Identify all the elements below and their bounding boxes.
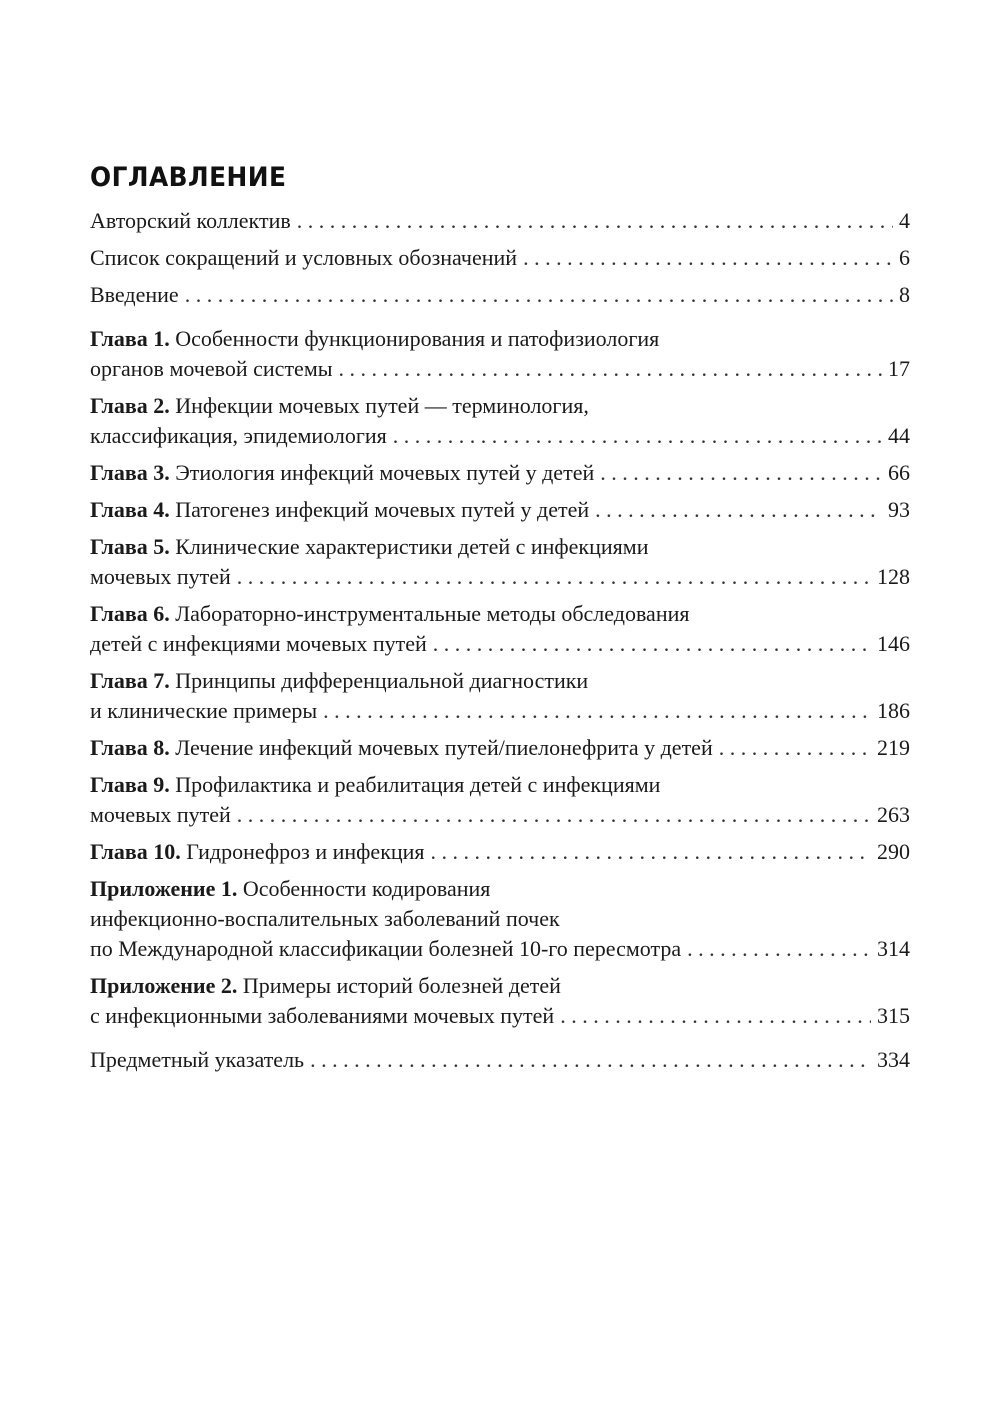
page-number: 290 (877, 839, 910, 864)
dot-leader (297, 206, 893, 236)
toc-entry[interactable] (90, 243, 910, 273)
entry-gap (90, 236, 910, 243)
toc-entry-last-line (90, 562, 910, 592)
toc-entry-title (90, 837, 425, 867)
toc-entry-label: Глава 6. (90, 601, 170, 626)
dot-leader (339, 354, 882, 384)
toc-entry-text: Список сокращений и условных обозначений (90, 245, 518, 270)
entry-gap (90, 964, 910, 971)
dot-leader (310, 1045, 871, 1075)
toc-entry-title (90, 1001, 554, 1031)
toc-entry-title: Профилактика и реабилитация детей с инфекциями (175, 772, 661, 797)
page-number: 219 (877, 735, 910, 760)
toc-entry[interactable] (90, 532, 910, 592)
toc-entry-line (90, 532, 910, 562)
dot-leader (595, 495, 882, 525)
toc-entry-line (90, 391, 910, 421)
dot-leader (237, 562, 871, 592)
toc-entry-last-line (90, 243, 910, 273)
toc-entry-label: Глава 5. (90, 534, 170, 559)
toc-entry-title (90, 280, 179, 310)
toc-entry-title (90, 206, 291, 236)
toc-entry-text: мочевых путей (90, 564, 231, 589)
toc-entry-title: Примеры историй болезней детей (242, 973, 561, 998)
toc-entry[interactable] (90, 1045, 910, 1075)
toc-entry[interactable] (90, 971, 910, 1031)
toc-entry-last-line (90, 1001, 910, 1031)
toc-entry-title (90, 934, 681, 964)
toc-entry-title (90, 458, 594, 488)
entry-gap (90, 273, 910, 280)
toc-entry-title: Особенности кодирования (242, 876, 491, 901)
page-number: 4 (899, 208, 910, 233)
dot-leader (560, 1001, 871, 1031)
toc-entry-last-line (90, 1045, 910, 1075)
dot-leader (185, 280, 893, 310)
toc-entry-title (90, 495, 589, 525)
page-number: 6 (899, 245, 910, 270)
toc-entry-title: Принципы дифференциальной диагностики (175, 668, 589, 693)
entry-gap (90, 1031, 910, 1045)
dot-leader (600, 458, 882, 488)
toc-entry-last-line (90, 696, 910, 726)
entry-gap (90, 488, 910, 495)
toc-entry-label: Глава 3. (90, 460, 170, 485)
toc-entry-title (90, 562, 231, 592)
toc-entry-text: мочевых путей (90, 802, 231, 827)
toc-entry-label: Глава 8. (90, 735, 170, 760)
toc-entry[interactable] (90, 324, 910, 384)
toc-entry-title: инфекционно-воспалительных заболеваний почек (90, 906, 560, 931)
toc-entry-text: Введение (90, 282, 179, 307)
toc-entry-title (90, 696, 317, 726)
toc-list (90, 206, 910, 1075)
toc-entry-label: Приложение 1. (90, 876, 238, 901)
toc-entry-text: Патогенез инфекций мочевых путей у детей (175, 497, 590, 522)
toc-entry[interactable] (90, 391, 910, 451)
toc-entry[interactable] (90, 495, 910, 525)
toc-entry-title (90, 354, 333, 384)
dot-leader (431, 837, 871, 867)
toc-entry-last-line (90, 354, 910, 384)
toc-entry-line (90, 874, 910, 904)
toc-entry-text: с инфекционными заболеваниями мочевых путей (90, 1003, 555, 1028)
dot-leader (433, 629, 871, 659)
toc-entry-line (90, 599, 910, 629)
page-number: 8 (899, 282, 910, 307)
toc-entry-last-line (90, 733, 910, 763)
toc-entry[interactable] (90, 837, 910, 867)
dot-leader (323, 696, 871, 726)
toc-entry-title (90, 629, 427, 659)
toc-entry-title (90, 1045, 304, 1075)
toc-entry-label: Глава 1. (90, 326, 170, 351)
toc-entry-last-line (90, 837, 910, 867)
toc-entry-label: Приложение 2. (90, 973, 238, 998)
toc-entry[interactable] (90, 280, 910, 310)
toc-entry-text: по Международной классификации болезней 10-го пересмотра (90, 936, 682, 961)
page-number: 334 (877, 1047, 910, 1072)
toc-entry-label: Глава 7. (90, 668, 170, 693)
toc-entry-text: Лечение инфекций мочевых путей/пиелонефрита у детей (175, 735, 713, 760)
toc-entry-title (90, 243, 517, 273)
toc-entry-line (90, 971, 910, 1001)
toc-entry-line (90, 666, 910, 696)
toc-entry-line (90, 324, 910, 354)
toc-entry-title: Лабораторно-инструментальные методы обследования (175, 601, 690, 626)
toc-entry-text: Предметный указатель (90, 1047, 305, 1072)
toc-entry-label: Глава 10. (90, 839, 181, 864)
toc-entry-last-line (90, 800, 910, 830)
entry-gap (90, 310, 910, 324)
toc-entry-label: Глава 2. (90, 393, 170, 418)
toc-entry-text: Авторский коллектив (90, 208, 291, 233)
toc-entry-text: классификация, эпидемиология (90, 423, 387, 448)
toc-entry-title: Клинические характеристики детей с инфекциями (175, 534, 649, 559)
toc-entry-last-line (90, 934, 910, 964)
toc-entry[interactable] (90, 733, 910, 763)
entry-gap (90, 384, 910, 391)
toc-entry-title (90, 800, 231, 830)
entry-gap (90, 592, 910, 599)
toc-entry-text: Гидронефроз и инфекция (186, 839, 425, 864)
entry-gap (90, 830, 910, 837)
toc-entry-line (90, 904, 910, 934)
toc-entry[interactable] (90, 666, 910, 726)
entry-gap (90, 451, 910, 458)
page-number: 93 (888, 497, 910, 522)
toc-entry-label: Глава 9. (90, 772, 170, 797)
entry-gap (90, 659, 910, 666)
toc-entry-text: органов мочевой системы (90, 356, 333, 381)
toc-entry-title: Особенности функционирования и патофизиология (175, 326, 660, 351)
page-number: 146 (877, 631, 910, 656)
dot-leader (719, 733, 871, 763)
toc-entry-last-line (90, 495, 910, 525)
toc-entry-last-line (90, 280, 910, 310)
dot-leader (237, 800, 871, 830)
toc-entry-text: Этиология инфекций мочевых путей у детей (175, 460, 595, 485)
toc-entry[interactable] (90, 206, 910, 236)
toc-entry-last-line (90, 458, 910, 488)
page-number: 17 (888, 356, 910, 381)
toc-entry-text: и клинические примеры (90, 698, 318, 723)
entry-gap (90, 763, 910, 770)
toc-entry-title (90, 421, 387, 451)
page-number: 128 (877, 564, 910, 589)
toc-entry-title: Инфекции мочевых путей — терминология, (175, 393, 589, 418)
toc-entry[interactable] (90, 770, 910, 830)
toc-entry[interactable] (90, 458, 910, 488)
dot-leader (523, 243, 893, 273)
entry-gap (90, 525, 910, 532)
toc-entry-text: детей с инфекциями мочевых путей (90, 631, 427, 656)
page-title: ОГЛАВЛЕНИЕ (90, 162, 287, 193)
toc-entry[interactable] (90, 599, 910, 659)
page-number: 315 (877, 1003, 910, 1028)
entry-gap (90, 726, 910, 733)
page-number: 263 (877, 802, 910, 827)
toc-entry-last-line (90, 421, 910, 451)
page-number: 44 (888, 423, 910, 448)
toc-entry-label: Глава 4. (90, 497, 170, 522)
toc-entry-title (90, 733, 713, 763)
toc-entry-last-line (90, 206, 910, 236)
dot-leader (687, 934, 871, 964)
dot-leader (393, 421, 882, 451)
toc-entry-line (90, 770, 910, 800)
toc-entry[interactable] (90, 874, 910, 964)
page-number: 314 (877, 936, 910, 961)
toc-entry-last-line (90, 629, 910, 659)
entry-gap (90, 867, 910, 874)
page-number: 66 (888, 460, 910, 485)
page-number: 186 (877, 698, 910, 723)
